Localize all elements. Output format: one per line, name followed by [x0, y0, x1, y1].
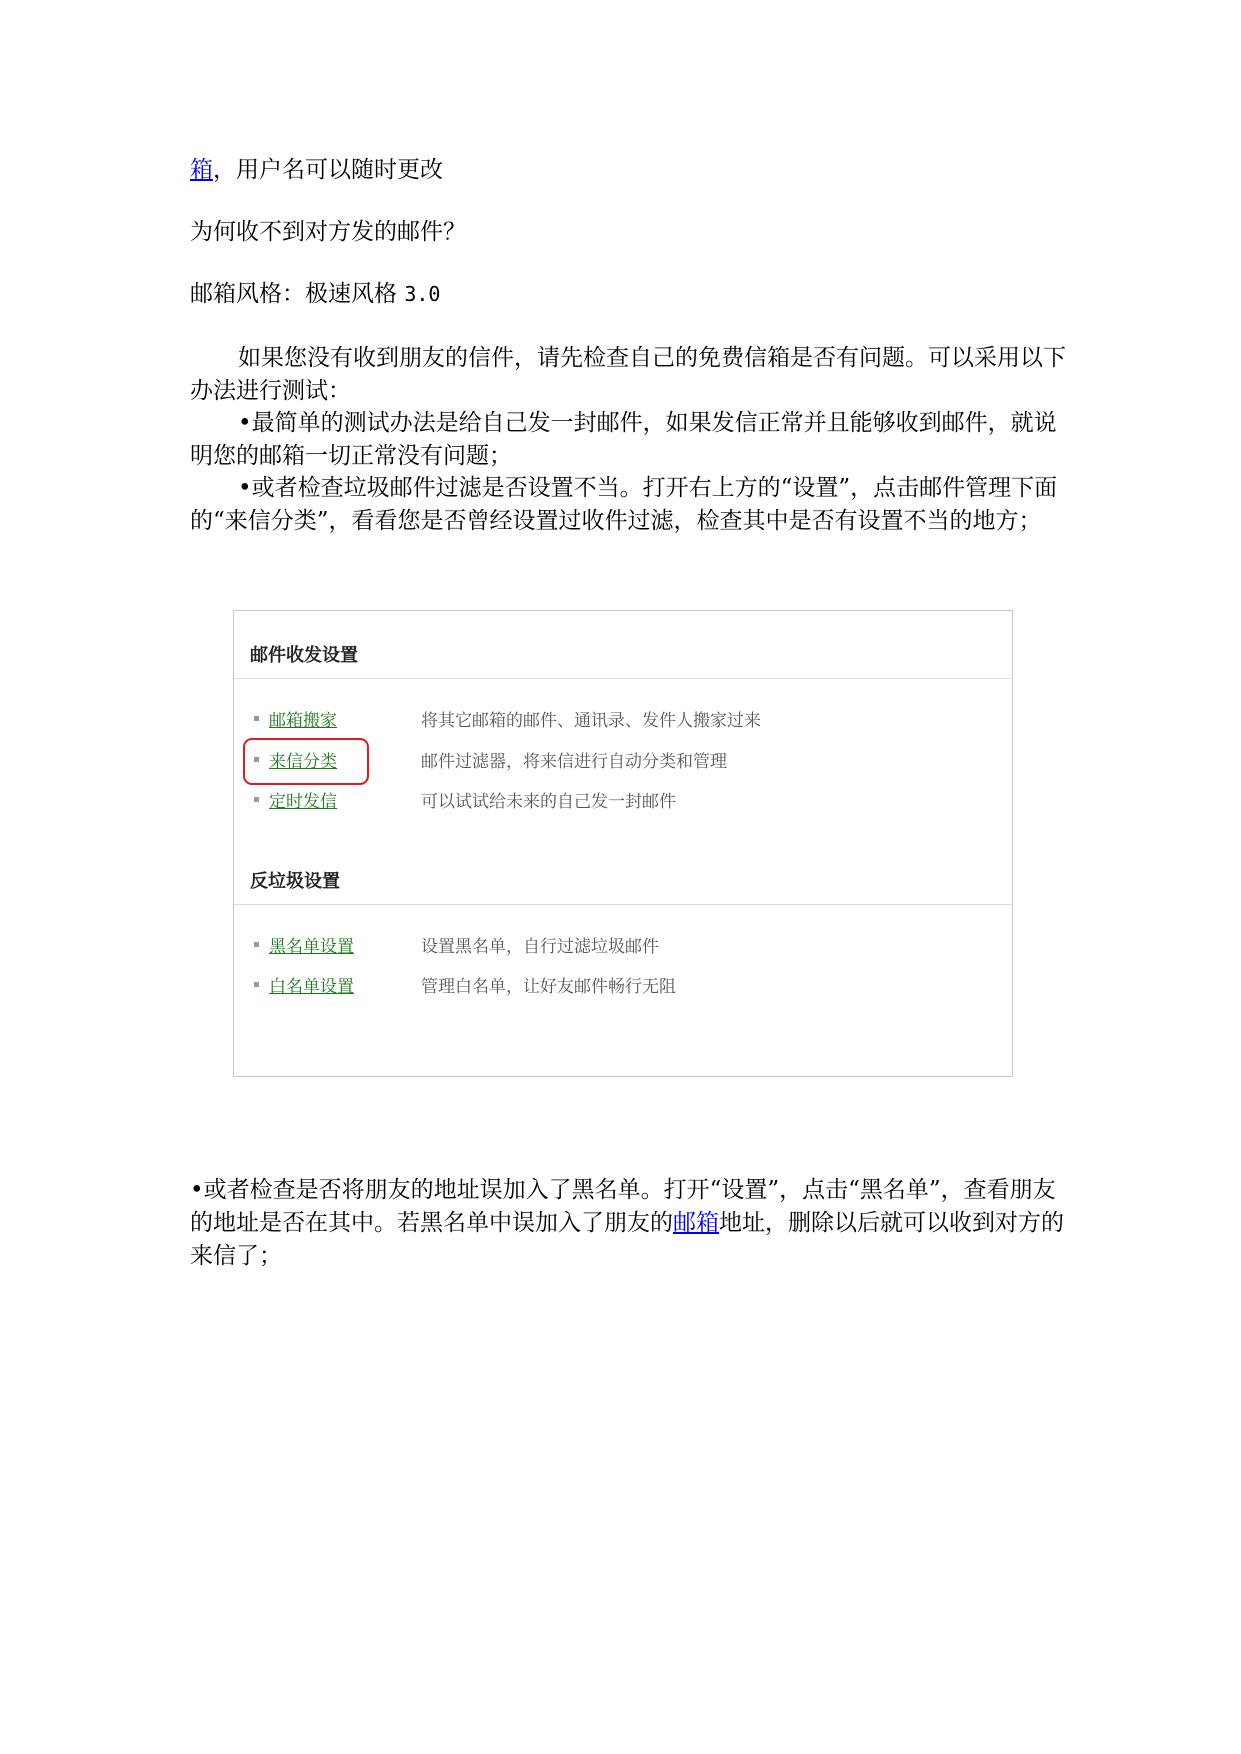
- section-title-mail-settings: 邮件收发设置: [250, 645, 358, 666]
- paragraph-spam-filter: •或者检查垃圾邮件过滤是否设置不当。打开右上方的“设置”，点击邮件管理下面的“来信分类”，看看您是否曾经设置过收件过滤，检查其中是否有设置不当的地方；: [190, 475, 1058, 534]
- blacklist-link[interactable]: 黑名单设置: [269, 937, 354, 957]
- style-version: 3.0: [404, 282, 441, 306]
- mailbox-link[interactable]: 邮箱: [673, 1210, 719, 1236]
- row-description: 可以试试给未来的自己发一封邮件: [421, 792, 676, 812]
- mailbox-style-line: [190, 278, 1070, 311]
- question-heading: 为何收不到对方发的邮件？: [190, 219, 466, 245]
- bullet-icon: [254, 982, 259, 987]
- highlight-circle: [243, 738, 369, 785]
- mailbox-link[interactable]: 箱: [190, 157, 213, 183]
- paragraph-text: ，用户名可以随时更改: [213, 157, 443, 183]
- paragraph-text: •或者检查是否将朋友的地址误加入了黑名单。打开“设置”，点击“黑名单”，查看朋友的地址是否在其中。若黑名单中误加入了朋友的: [190, 1177, 1056, 1236]
- style-label: 邮箱风格：极速风格: [190, 281, 405, 307]
- paragraph-self-test: •最简单的测试办法是给自己发一封邮件，如果发信正常并且能够收到邮件，就说明您的邮箱一切正常没有问题；: [190, 410, 1057, 469]
- section-divider: [234, 904, 1012, 905]
- paragraph-text: 地址，删除以后就可以收到对方的来信了；: [190, 1210, 1064, 1269]
- whitelist-link[interactable]: 白名单设置: [269, 977, 354, 997]
- paragraph-intro: 如果您没有收到朋友的信件，请先检查自己的免费信箱是否有问题。可以采用以下办法进行测试：: [190, 345, 1066, 404]
- bullet-icon: [254, 716, 259, 721]
- mailbox-move-link[interactable]: 邮箱搬家: [269, 711, 337, 731]
- row-description: 设置黑名单，自行过滤垃圾邮件: [421, 937, 659, 957]
- paragraph-username-note: [190, 154, 1070, 187]
- settings-screenshot-panel: [233, 610, 1013, 1077]
- paragraph-blacklist: [190, 1174, 1070, 1273]
- row-description: 将其它邮箱的邮件、通讯录、发件人搬家过来: [421, 711, 761, 731]
- row-description: 管理白名单，让好友邮件畅行无阻: [421, 977, 676, 997]
- bullet-icon: [254, 942, 259, 947]
- mail-filter-link[interactable]: 来信分类: [269, 752, 337, 772]
- bullet-icon: [254, 797, 259, 802]
- section-divider: [234, 678, 1012, 679]
- row-description: 邮件过滤器，将来信进行自动分类和管理: [421, 752, 727, 772]
- section-title-anti-spam: 反垃圾设置: [250, 871, 340, 892]
- scheduled-send-link[interactable]: 定时发信: [269, 792, 337, 812]
